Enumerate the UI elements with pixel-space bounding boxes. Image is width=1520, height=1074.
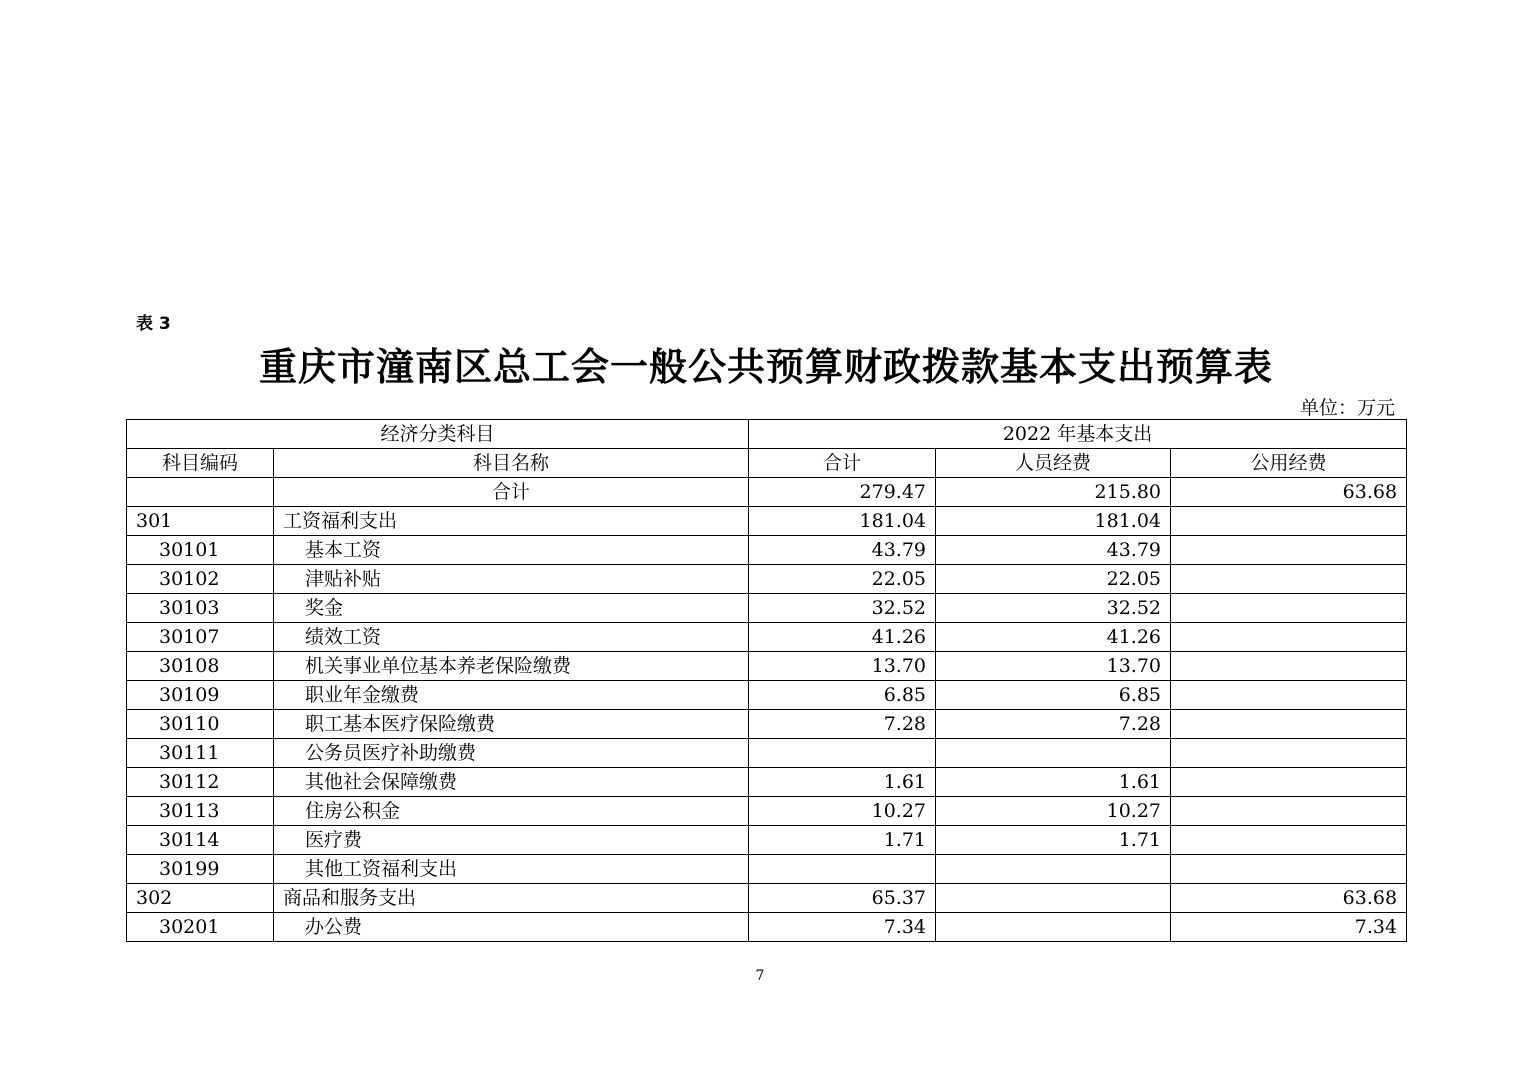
cell-name: 奖金 [274, 594, 749, 623]
cell-personnel: 32.52 [936, 594, 1171, 623]
table-row [127, 739, 1407, 768]
cell-public: 63.68 [1171, 884, 1407, 913]
cell-public [1171, 623, 1407, 652]
column-header-public: 公用经费 [1171, 449, 1407, 478]
cell-code: 30199 [127, 855, 274, 884]
cell-total: 6.85 [749, 681, 936, 710]
cell-name: 其他社会保障缴费 [274, 768, 749, 797]
cell-personnel: 22.05 [936, 565, 1171, 594]
cell-public: 7.34 [1171, 913, 1407, 942]
group-header-basic-expenditure: 2022 年基本支出 [749, 420, 1407, 449]
cell-personnel: 1.61 [936, 768, 1171, 797]
cell-total: 181.04 [749, 507, 936, 536]
cell-name: 医疗费 [274, 826, 749, 855]
table-row [127, 797, 1407, 826]
column-header-total: 合计 [749, 449, 936, 478]
column-header-code: 科目编码 [127, 449, 274, 478]
cell-personnel: 181.04 [936, 507, 1171, 536]
cell-personnel: 215.80 [936, 478, 1171, 507]
cell-personnel [936, 913, 1171, 942]
cell-code: 30109 [127, 681, 274, 710]
cell-personnel [936, 739, 1171, 768]
page-number: 7 [755, 968, 765, 984]
cell-public [1171, 739, 1407, 768]
total-row [127, 478, 1407, 507]
cell-code: 30201 [127, 913, 274, 942]
table-row [127, 565, 1407, 594]
cell-code: 30108 [127, 652, 274, 681]
table-row [127, 710, 1407, 739]
cell-total: 1.71 [749, 826, 936, 855]
unit-label: 单位：万元 [1299, 397, 1395, 419]
cell-personnel: 13.70 [936, 652, 1171, 681]
cell-personnel: 7.28 [936, 710, 1171, 739]
cell-total: 1.61 [749, 768, 936, 797]
table-row [127, 681, 1407, 710]
cell-public [1171, 507, 1407, 536]
cell-name: 工资福利支出 [274, 507, 749, 536]
cell-name: 办公费 [274, 913, 749, 942]
cell-public [1171, 826, 1407, 855]
table-label: 表 3 [136, 314, 171, 334]
table-row [127, 594, 1407, 623]
table-row [127, 913, 1407, 942]
cell-name: 合计 [274, 478, 749, 507]
cell-code: 30112 [127, 768, 274, 797]
cell-name: 其他工资福利支出 [274, 855, 749, 884]
cell-total: 7.28 [749, 710, 936, 739]
cell-public [1171, 536, 1407, 565]
table-row [127, 884, 1407, 913]
cell-public [1171, 594, 1407, 623]
cell-public [1171, 710, 1407, 739]
table-row [127, 623, 1407, 652]
cell-personnel [936, 884, 1171, 913]
cell-total [749, 739, 936, 768]
cell-personnel: 6.85 [936, 681, 1171, 710]
cell-code: 302 [127, 884, 274, 913]
table-row [127, 855, 1407, 884]
cell-personnel: 43.79 [936, 536, 1171, 565]
cell-total: 65.37 [749, 884, 936, 913]
cell-public [1171, 797, 1407, 826]
table-row [127, 768, 1407, 797]
cell-total [749, 855, 936, 884]
cell-name: 津贴补贴 [274, 565, 749, 594]
group-header-economic-classification: 经济分类科目 [127, 420, 749, 449]
cell-name: 住房公积金 [274, 797, 749, 826]
cell-public [1171, 652, 1407, 681]
cell-code: 30102 [127, 565, 274, 594]
cell-code [127, 478, 274, 507]
group-header-row [127, 420, 1407, 449]
page-title: 重庆市潼南区总工会一般公共预算财政拨款基本支出预算表 [258, 345, 1273, 389]
cell-code: 30111 [127, 739, 274, 768]
column-header-row [127, 449, 1407, 478]
cell-personnel: 10.27 [936, 797, 1171, 826]
cell-name: 机关事业单位基本养老保险缴费 [274, 652, 749, 681]
cell-code: 301 [127, 507, 274, 536]
cell-total: 41.26 [749, 623, 936, 652]
column-header-name: 科目名称 [274, 449, 749, 478]
cell-code: 30114 [127, 826, 274, 855]
cell-name: 商品和服务支出 [274, 884, 749, 913]
cell-public: 63.68 [1171, 478, 1407, 507]
cell-personnel: 41.26 [936, 623, 1171, 652]
cell-code: 30101 [127, 536, 274, 565]
cell-personnel [936, 855, 1171, 884]
table-row [127, 826, 1407, 855]
table-row [127, 652, 1407, 681]
table-row [127, 507, 1407, 536]
cell-code: 30110 [127, 710, 274, 739]
cell-total: 43.79 [749, 536, 936, 565]
cell-personnel: 1.71 [936, 826, 1171, 855]
table-row [127, 536, 1407, 565]
cell-code: 30103 [127, 594, 274, 623]
cell-public [1171, 681, 1407, 710]
cell-public [1171, 565, 1407, 594]
cell-name: 绩效工资 [274, 623, 749, 652]
cell-total: 7.34 [749, 913, 936, 942]
cell-total: 13.70 [749, 652, 936, 681]
cell-total: 279.47 [749, 478, 936, 507]
column-header-personnel: 人员经费 [936, 449, 1171, 478]
cell-public [1171, 855, 1407, 884]
cell-total: 10.27 [749, 797, 936, 826]
cell-name: 职业年金缴费 [274, 681, 749, 710]
cell-name: 职工基本医疗保险缴费 [274, 710, 749, 739]
cell-name: 公务员医疗补助缴费 [274, 739, 749, 768]
cell-code: 30107 [127, 623, 274, 652]
cell-total: 32.52 [749, 594, 936, 623]
cell-public [1171, 768, 1407, 797]
cell-name: 基本工资 [274, 536, 749, 565]
cell-total: 22.05 [749, 565, 936, 594]
cell-code: 30113 [127, 797, 274, 826]
budget-table [126, 419, 1407, 942]
